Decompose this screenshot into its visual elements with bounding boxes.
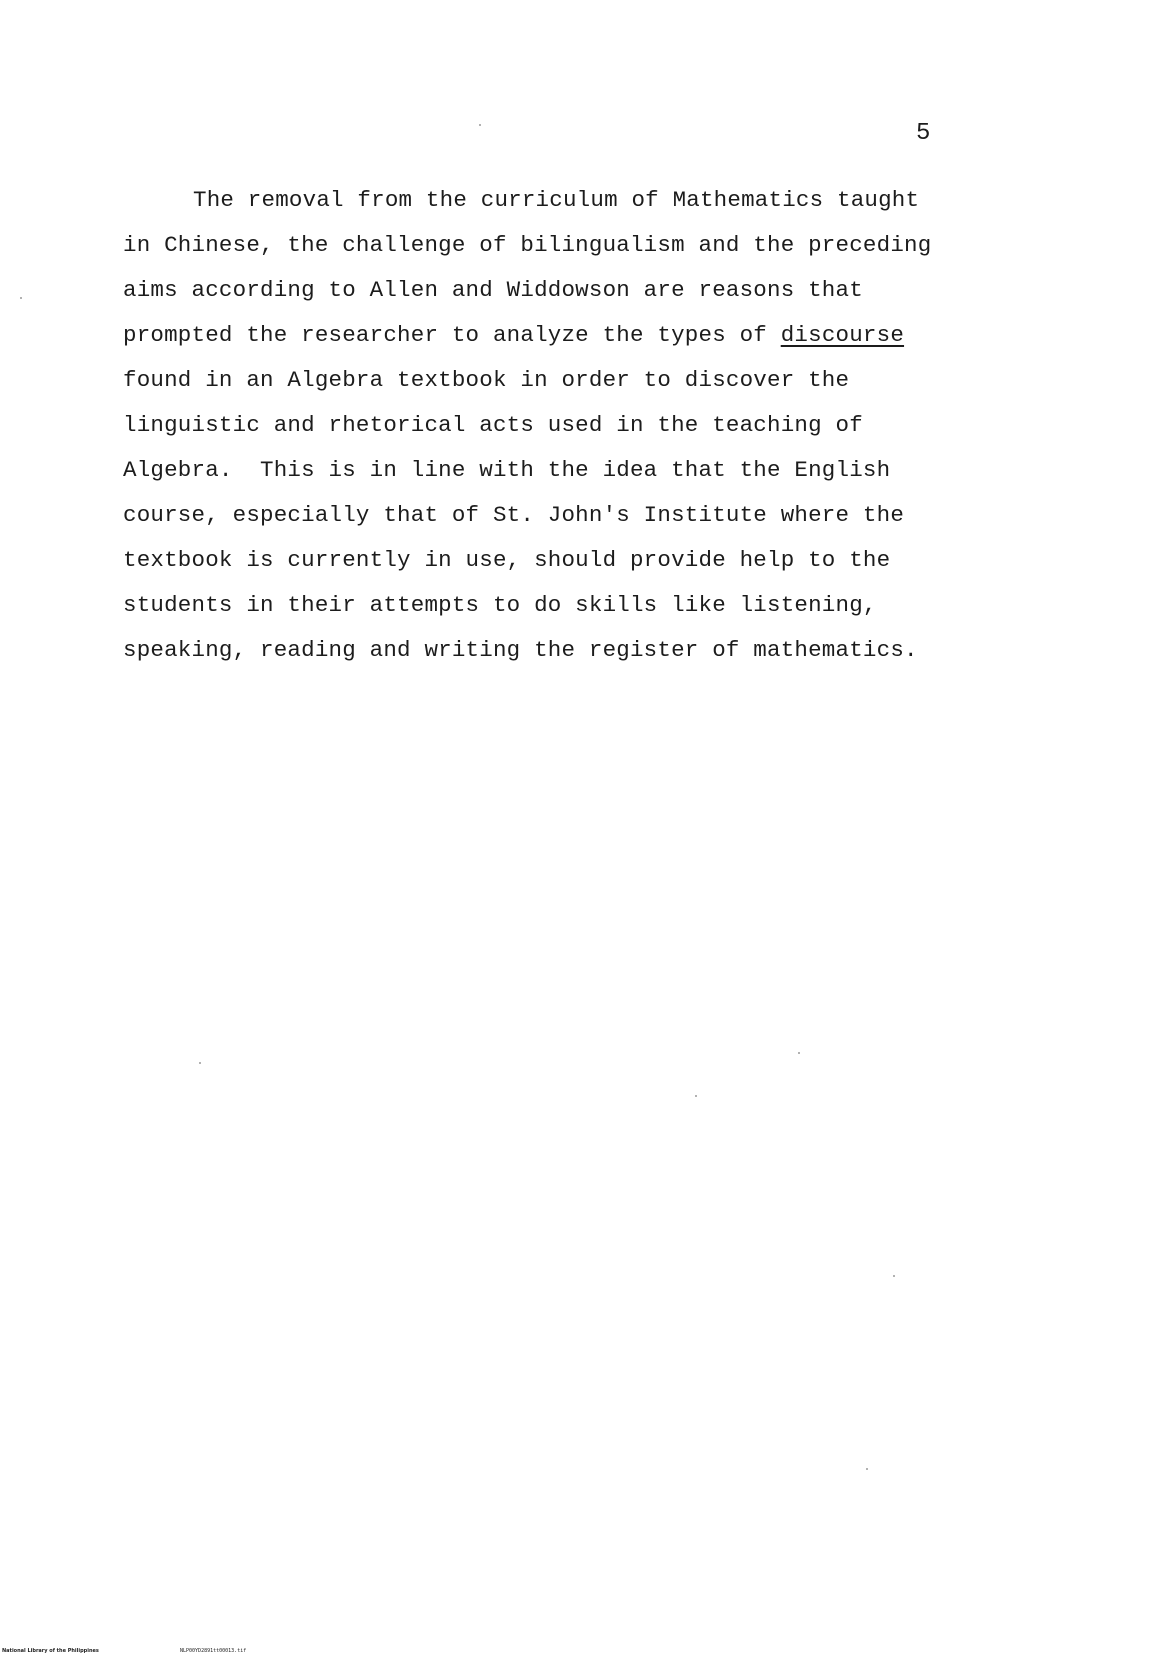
paragraph-line-6: linguistic and rhetorical acts used in the teaching of bbox=[123, 412, 863, 438]
scan-speck bbox=[893, 1275, 895, 1277]
paragraph-line-9: textbook is currently in use, should provide help to the bbox=[123, 547, 891, 573]
scan-speck bbox=[479, 124, 481, 126]
paragraph-line-1: The removal from the curriculum of Mathematics taught bbox=[193, 187, 920, 213]
underlined-word-discourse: discourse bbox=[780, 322, 905, 348]
scan-speck bbox=[20, 297, 22, 299]
footer-file-name: NLP00YD2891tt00013.tif bbox=[180, 1648, 247, 1654]
paragraph-line-4 bbox=[123, 320, 904, 350]
paragraph-line-11: speaking, reading and writing the register of mathematics. bbox=[123, 637, 918, 663]
paragraph-line-8: course, especially that of St. John's Institute where the bbox=[123, 502, 905, 528]
scan-speck bbox=[199, 1062, 201, 1064]
scan-speck bbox=[695, 1095, 697, 1097]
page-number: 5 bbox=[916, 120, 931, 147]
paragraph-line-3: aims according to Allen and Widdowson are reasons that bbox=[123, 277, 863, 303]
scan-speck bbox=[798, 1052, 800, 1054]
paragraph-line-7: Algebra. This is in line with the idea that the English bbox=[123, 457, 891, 483]
paragraph-line-2: in Chinese, the challenge of bilingualism and the preceding bbox=[123, 232, 932, 258]
scan-speck bbox=[866, 1468, 868, 1470]
paragraph-line-10: students in their attempts to do skills like listening, bbox=[123, 592, 877, 618]
paragraph-line-5: found in an Algebra textbook in order to discover the bbox=[123, 367, 850, 393]
footer-library-name: National Library of the Philippines bbox=[2, 1648, 99, 1654]
paragraph-line-4-text: prompted the researcher to analyze the types of bbox=[123, 322, 781, 348]
